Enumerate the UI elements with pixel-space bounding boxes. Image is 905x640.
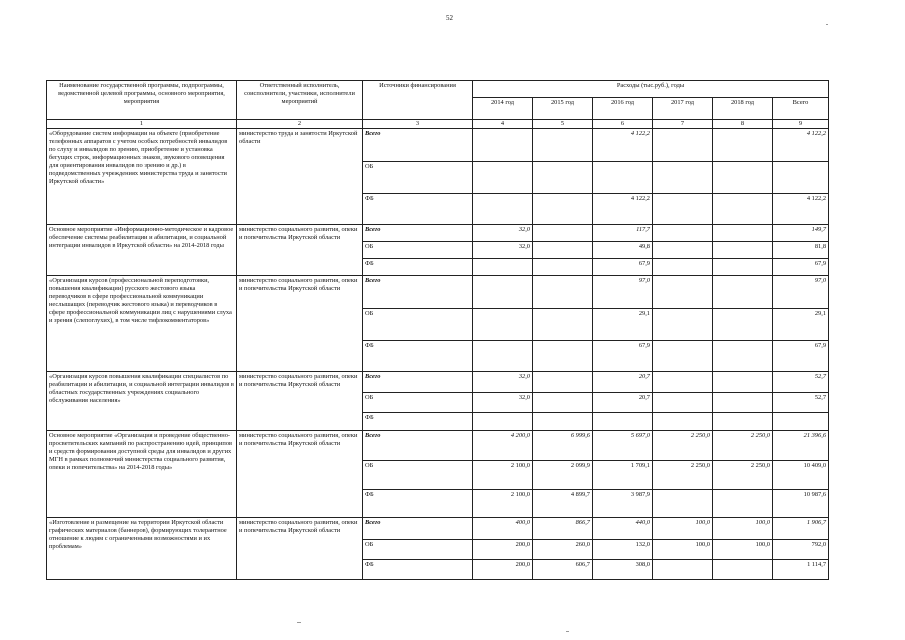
amount-cell: 606,7 — [533, 560, 593, 580]
amount-cell — [773, 162, 829, 194]
amount-cell — [713, 309, 773, 341]
amount-cell: 200,0 — [473, 540, 533, 560]
amount-cell: 29,1 — [773, 309, 829, 341]
amount-cell — [533, 225, 593, 242]
amount-cell — [473, 341, 533, 372]
amount-cell: 2 099,9 — [533, 461, 593, 490]
amount-cell: 2 250,0 — [713, 431, 773, 461]
amount-cell: 1 114,7 — [773, 560, 829, 580]
amount-cell: 132,0 — [593, 540, 653, 560]
measure-name: Основное мероприятие «Информационно-методическое и кадровое обеспечение системы реабилитации и абилитации, и социальной интеграции инвалидов в Иркутской области» на 2014-2018 годы — [47, 225, 237, 276]
amount-cell: 308,0 — [593, 560, 653, 580]
table-row — [47, 129, 829, 162]
responsible-executor: министерство социального развития, опеки и попечительства Иркутской области — [237, 372, 363, 431]
amount-cell — [653, 413, 713, 431]
amount-cell: 20,7 — [593, 393, 653, 413]
amount-cell: 21 396,6 — [773, 431, 829, 461]
amount-cell — [773, 413, 829, 431]
amount-cell: 97,0 — [773, 276, 829, 309]
amount-cell — [713, 276, 773, 309]
amount-cell — [473, 309, 533, 341]
amount-cell: 4 200,0 — [473, 431, 533, 461]
amount-cell: 866,7 — [533, 518, 593, 540]
amount-cell: 32,0 — [473, 372, 533, 393]
amount-cell: 32,0 — [473, 242, 533, 259]
funding-source: Всего — [363, 431, 473, 461]
amount-cell — [473, 259, 533, 276]
funding-source: ОБ — [363, 393, 473, 413]
amount-cell — [533, 259, 593, 276]
funding-source: Всего — [363, 372, 473, 393]
amount-cell — [533, 309, 593, 341]
measure-name: «Изготовление и размещение на территории Иркутской области графических материалов (баннеров), формирующих толерантное отношение к людям с ограниченными возможностями и их проблемам» — [47, 518, 237, 580]
amount-cell: 400,0 — [473, 518, 533, 540]
amount-cell: 100,0 — [653, 540, 713, 560]
amount-cell: 440,0 — [593, 518, 653, 540]
amount-cell — [533, 129, 593, 162]
budget-table — [46, 80, 829, 580]
amount-cell: 2 100,0 — [473, 490, 533, 518]
amount-cell: 29,1 — [593, 309, 653, 341]
amount-cell: 20,7 — [593, 372, 653, 393]
funding-source: ФБ — [363, 490, 473, 518]
measure-name: «Оборудование систем информации на объекте (приобретение телефонных аппаратов с учетом особых потребностей инвалидов по слуху и инвалидов по зрению, приобретение и установка бегущих строк, информационных знаков, звукового оповещения для ориентирования инвалидов по зрению и др.) в подведомственных учреждениях министерства труда и занятости Иркутской области» — [47, 129, 237, 225]
header-year: Всего — [773, 98, 829, 120]
measure-name: «Организация курсов (профессиональной переподготовки, повышения квалификации) русского жестового языка переводчиков в сфере профессиональной коммуникации неслышащих (переводчик жестового языка) и переводчиков в сфере профессиональной коммуникации лиц с нарушениями слуха и зрения (слепоглухих), в том числе тифлокомментаторов» — [47, 276, 237, 372]
amount-cell: 6 999,6 — [533, 431, 593, 461]
table-row — [47, 276, 829, 309]
amount-cell: 10 409,0 — [773, 461, 829, 490]
amount-cell: 792,0 — [773, 540, 829, 560]
header-year: 2015 год — [533, 98, 593, 120]
amount-cell: 52,7 — [773, 372, 829, 393]
amount-cell — [653, 393, 713, 413]
amount-cell — [653, 372, 713, 393]
header-responsible: Ответственный исполнитель, соисполнители, участники, исполнители мероприятий — [237, 81, 363, 120]
page-number: 52 — [446, 14, 453, 22]
table-row — [47, 225, 829, 242]
funding-source: ОБ — [363, 162, 473, 194]
amount-cell — [653, 276, 713, 309]
funding-source: Всего — [363, 225, 473, 242]
column-number: 2 — [237, 120, 363, 129]
amount-cell: 260,0 — [533, 540, 593, 560]
amount-cell — [713, 393, 773, 413]
amount-cell — [713, 560, 773, 580]
header-year: 2016 год — [593, 98, 653, 120]
amount-cell — [533, 393, 593, 413]
column-number: 8 — [713, 120, 773, 129]
funding-source: ФБ — [363, 560, 473, 580]
amount-cell — [473, 194, 533, 225]
funding-source: ФБ — [363, 259, 473, 276]
measure-name: Основное мероприятие «Организация и проведение общественно-просветительских кампаний по распространению идей, принципов и средств формирования доступной среды для инвалидов и других МГН в рамках полномочий министерства социального развития, опеки и попечительства» на 2014-2018 годы» — [47, 431, 237, 518]
amount-cell — [533, 276, 593, 309]
amount-cell: 1 709,1 — [593, 461, 653, 490]
amount-cell — [653, 129, 713, 162]
amount-cell — [533, 413, 593, 431]
amount-cell — [713, 129, 773, 162]
amount-cell — [713, 259, 773, 276]
amount-cell: 67,9 — [773, 259, 829, 276]
amount-cell — [653, 490, 713, 518]
amount-cell — [713, 413, 773, 431]
amount-cell: 4 122,2 — [773, 194, 829, 225]
amount-cell: 2 100,0 — [473, 461, 533, 490]
amount-cell — [653, 162, 713, 194]
responsible-executor: министерство социального развития, опеки и попечительства Иркутской области — [237, 431, 363, 518]
responsible-executor: министерство труда и занятости Иркутской области — [237, 129, 363, 225]
amount-cell: 4 899,7 — [533, 490, 593, 518]
funding-source: ОБ — [363, 461, 473, 490]
amount-cell — [653, 194, 713, 225]
amount-cell: 2 250,0 — [653, 461, 713, 490]
table-row — [47, 431, 829, 461]
scan-mark — [826, 24, 828, 25]
column-number: 6 — [593, 120, 653, 129]
scan-mark — [566, 631, 569, 632]
amount-cell — [533, 341, 593, 372]
responsible-executor: министерство социального развития, опеки и попечительства Иркутской области — [237, 518, 363, 580]
amount-cell: 100,0 — [713, 518, 773, 540]
amount-cell: 52,7 — [773, 393, 829, 413]
column-number: 3 — [363, 120, 473, 129]
amount-cell — [713, 162, 773, 194]
amount-cell: 49,8 — [593, 242, 653, 259]
header-year: 2018 год — [713, 98, 773, 120]
amount-cell — [653, 242, 713, 259]
amount-cell: 5 697,0 — [593, 431, 653, 461]
amount-cell: 32,0 — [473, 393, 533, 413]
column-number: 9 — [773, 120, 829, 129]
header-year: 2017 год — [653, 98, 713, 120]
funding-source: Всего — [363, 518, 473, 540]
responsible-executor: министерство социального развития, опеки и попечительства Иркутской области — [237, 276, 363, 372]
funding-source: ОБ — [363, 309, 473, 341]
amount-cell: 2 250,0 — [653, 431, 713, 461]
amount-cell: 3 987,9 — [593, 490, 653, 518]
column-number: 1 — [47, 120, 237, 129]
amount-cell — [653, 309, 713, 341]
column-number: 5 — [533, 120, 593, 129]
header-expenses: Расходы (тыс.руб.), годы — [473, 81, 829, 98]
column-number: 4 — [473, 120, 533, 129]
table-row — [47, 372, 829, 393]
amount-cell: 67,9 — [593, 259, 653, 276]
funding-source: Всего — [363, 129, 473, 162]
amount-cell — [533, 194, 593, 225]
amount-cell: 10 987,6 — [773, 490, 829, 518]
amount-cell: 4 122,2 — [593, 129, 653, 162]
amount-cell — [593, 413, 653, 431]
amount-cell — [473, 276, 533, 309]
amount-cell — [593, 162, 653, 194]
funding-source: ФБ — [363, 413, 473, 431]
header-year: 2014 год — [473, 98, 533, 120]
amount-cell — [713, 490, 773, 518]
amount-cell: 81,8 — [773, 242, 829, 259]
amount-cell — [653, 341, 713, 372]
amount-cell: 1 906,7 — [773, 518, 829, 540]
amount-cell: 149,7 — [773, 225, 829, 242]
funding-source: ОБ — [363, 242, 473, 259]
amount-cell — [653, 560, 713, 580]
amount-cell — [713, 194, 773, 225]
amount-cell: 4 122,2 — [593, 194, 653, 225]
funding-source: ОБ — [363, 540, 473, 560]
amount-cell: 32,0 — [473, 225, 533, 242]
amount-cell — [473, 162, 533, 194]
funding-source: ФБ — [363, 194, 473, 225]
amount-cell — [713, 372, 773, 393]
amount-cell — [473, 129, 533, 162]
amount-cell — [713, 341, 773, 372]
amount-cell: 4 122,2 — [773, 129, 829, 162]
amount-cell: 100,0 — [653, 518, 713, 540]
amount-cell — [533, 162, 593, 194]
amount-cell — [713, 242, 773, 259]
amount-cell: 67,9 — [593, 341, 653, 372]
amount-cell: 117,7 — [593, 225, 653, 242]
amount-cell: 67,9 — [773, 341, 829, 372]
amount-cell — [653, 259, 713, 276]
amount-cell — [473, 413, 533, 431]
measure-name: «Организация курсов повышения квалификации специалистов по реабилитации и абилитации, и социальной интеграции инвалидов в областных государственных учреждениях социального обслуживания населения» — [47, 372, 237, 431]
column-number: 7 — [653, 120, 713, 129]
funding-source: Всего — [363, 276, 473, 309]
scan-mark — [297, 622, 301, 623]
responsible-executor: министерство социального развития, опеки и попечительства Иркутской области — [237, 225, 363, 276]
amount-cell: 2 250,0 — [713, 461, 773, 490]
amount-cell — [653, 225, 713, 242]
funding-source: ФБ — [363, 341, 473, 372]
header-name: Наименование государственной программы, подпрограммы, ведомственной целевой программы, основного мероприятия, мероприятия — [47, 81, 237, 120]
header-source: Источники финансирования — [363, 81, 473, 120]
amount-cell: 200,0 — [473, 560, 533, 580]
table-row — [47, 518, 829, 540]
amount-cell — [713, 225, 773, 242]
amount-cell — [533, 372, 593, 393]
amount-cell: 100,0 — [713, 540, 773, 560]
amount-cell: 97,0 — [593, 276, 653, 309]
amount-cell — [533, 242, 593, 259]
